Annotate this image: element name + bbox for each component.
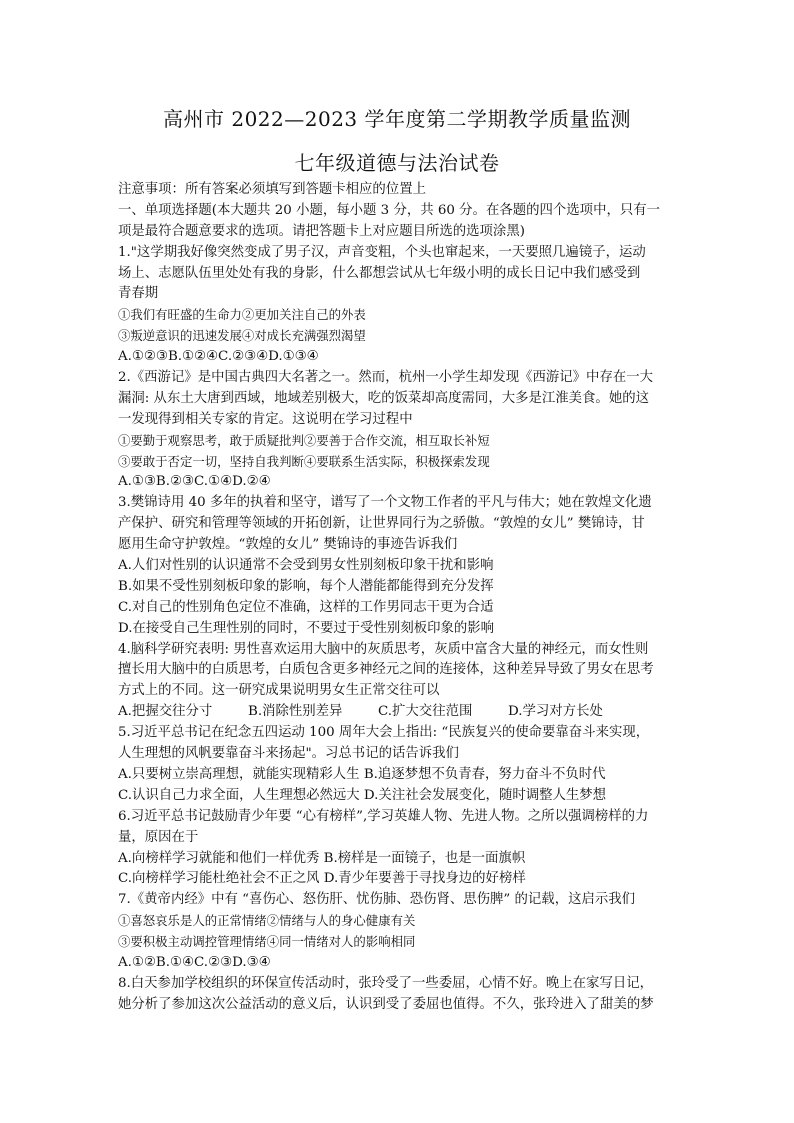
question-3-stem: 3.樊锦诗用 40 多年的执着和坚守，谱写了一个文物工作者的平凡与伟大；她在敦煌文化遗	[118, 495, 652, 511]
question-3-option: A.人们对性别的认识通常不会受到男女性别刻板印象干扰和影响	[118, 558, 494, 574]
question-4-option: D.学习对方长处	[508, 704, 603, 720]
question-2-item: ①要勤于观察思考，敢于质疑批判②要善于合作交流，相互取长补短	[118, 432, 490, 448]
question-4-option: B.消除性别差异	[248, 704, 343, 720]
question-7-item: ①喜怒哀乐是人的正常情绪②情绪与人的身心健康有关	[118, 913, 416, 929]
question-3-option: D.在接受自己生理性别的同时，不要过于受性别刻板印象的影响	[118, 620, 495, 636]
question-4-option: A.把握交往分寸	[118, 704, 213, 720]
question-1-choices: A.①②③B.①②④C.②③④D.①③④	[118, 349, 319, 365]
exam-title: 高州市 2022—2023 学年度第二学期教学质量监测	[162, 107, 631, 131]
question-2-item: ③要敢于否定一切，坚持自我判断④要联系生活实际，积极探索发现	[118, 453, 490, 469]
question-4-options	[118, 702, 688, 723]
exam-subtitle: 七年级道德与法治试卷	[294, 151, 500, 175]
question-7-choices: A.①②B.①④C.②③D.③④	[118, 954, 271, 970]
question-1-item: ①我们有旺盛的生命力②更加关注自己的外表	[118, 307, 366, 323]
question-4-stem: 4.脑科学研究表明: 男性喜欢运用大脑中的灰质思考，灰质中富含大量的神经元，而女性则	[118, 641, 649, 657]
question-1-stem: 场上、志愿队伍里处处有我的身影，什么都想尝试从七年级小明的成长日记中我们感受到	[118, 265, 641, 281]
question-6-option: C.向榜样学习能杜绝社会不正之风 D.青少年要善于寻找身边的好榜样	[118, 871, 526, 887]
section-heading-line: 项是最符合题意要求的选项。请把答题卡上对应题目所选的选项涂黑)	[118, 223, 525, 239]
question-2-stem: 一发现得到相关专家的肯定。这说明在学习过程中	[118, 411, 413, 427]
section-heading-line: 一、单项选择题(本大题共 20 小题，每小题 3 分，共 60 分。在各题的四个选项中，只有一	[118, 202, 661, 218]
question-8-stem: 8.白天参加学校组织的环保宣传活动时，张玲受了一些委屈，心情不好。晚上在家写日记，	[118, 975, 654, 991]
question-5-stem: 5.习近平总书记在纪念五四运动 100 周年大会上指出: “民族复兴的使命要靠奋斗来实现，	[118, 725, 650, 741]
question-2-stem: 2.《西游记》是中国古典四大名著之一。然而，杭州一小学生却发现《西游记》中存在一大	[118, 370, 654, 386]
question-5-stem: 人生理想的风帆要靠奋斗来扬起"。习总书记的话告诉我们	[118, 746, 459, 762]
question-7-stem: 7.《黄帝内经》中有 “喜伤心、怒伤肝、忧伤肺、恐伤肾、思伤脾” 的记载，这启示我们	[118, 892, 636, 908]
question-3-option: B.如果不受性别刻板印象的影响，每个人潜能都能得到充分发挥	[118, 578, 494, 594]
question-4-stem: 擅长用大脑中的白质思考，白质包含更多神经元之间的连接体，这种差异导致了男女在思考	[118, 662, 654, 678]
question-7-item: ③要积极主动调控管理情绪④同一情绪对人的影响相同	[118, 934, 416, 950]
question-1-stem: 青春期	[118, 286, 159, 302]
question-8-stem: 她分析了参加这次公益活动的意义后，认识到受了委屈也值得。不久，张玲进入了甜美的梦	[118, 996, 654, 1012]
question-2-choices: A.①③B.②③C.①④D.②④	[118, 474, 271, 490]
question-6-option: A.向榜样学习就能和他们一样优秀 B.榜样是一面镜子，也是一面旗帜	[118, 850, 526, 866]
question-2-stem: 漏洞: 从东土大唐到西域，地域差别极大，吃的饭菜却高度需同，大多是江淮美食。她的这	[118, 390, 649, 406]
question-4-stem: 方式上的不同。这一研究成果说明男女生正常交往可以	[118, 683, 440, 699]
exam-content	[118, 180, 688, 1016]
notice: 注意事项：所有答案必须填写到答题卡相应的位置上	[118, 182, 426, 197]
question-1-stem: 1."这学期我好像突然变成了男子汉，声音变粗，个头也窜起来，一天要照几遍镜子，运动	[118, 244, 646, 260]
question-1-item: ③叛逆意识的迅速发展④对成长充满强烈渴望	[118, 328, 366, 344]
question-6-stem: 量，原因在于	[118, 829, 199, 845]
question-3-option: C.对自己的性别角色定位不准确，这样的工作男同志干更为合适	[118, 599, 494, 615]
question-5-option: C.认识自己力求全面，人生理想必然远大 D.关注社会发展变化，随时调整人生梦想	[118, 787, 607, 803]
question-5-option: A.只要树立崇高理想，就能实现精彩人生 B.追逐梦想不负青春，努力奋斗不负时代	[118, 766, 606, 782]
question-3-stem: 愿用生命守护敦煌。“敦煌的女儿” 樊锦诗的事迹告诉我们	[118, 537, 458, 553]
question-6-stem: 6.习近平总书记鼓励青少年要 “心有榜样”,学习英雄人物、先进人物。之所以强调榜样的力	[118, 808, 649, 824]
question-4-option: C.扩大交往范围	[378, 704, 473, 720]
question-3-stem: 产保护、研究和管理等领域的开拓创新，让世界同行为之骄傲。“敦煌的女儿” 樊锦诗，甘	[118, 516, 645, 532]
